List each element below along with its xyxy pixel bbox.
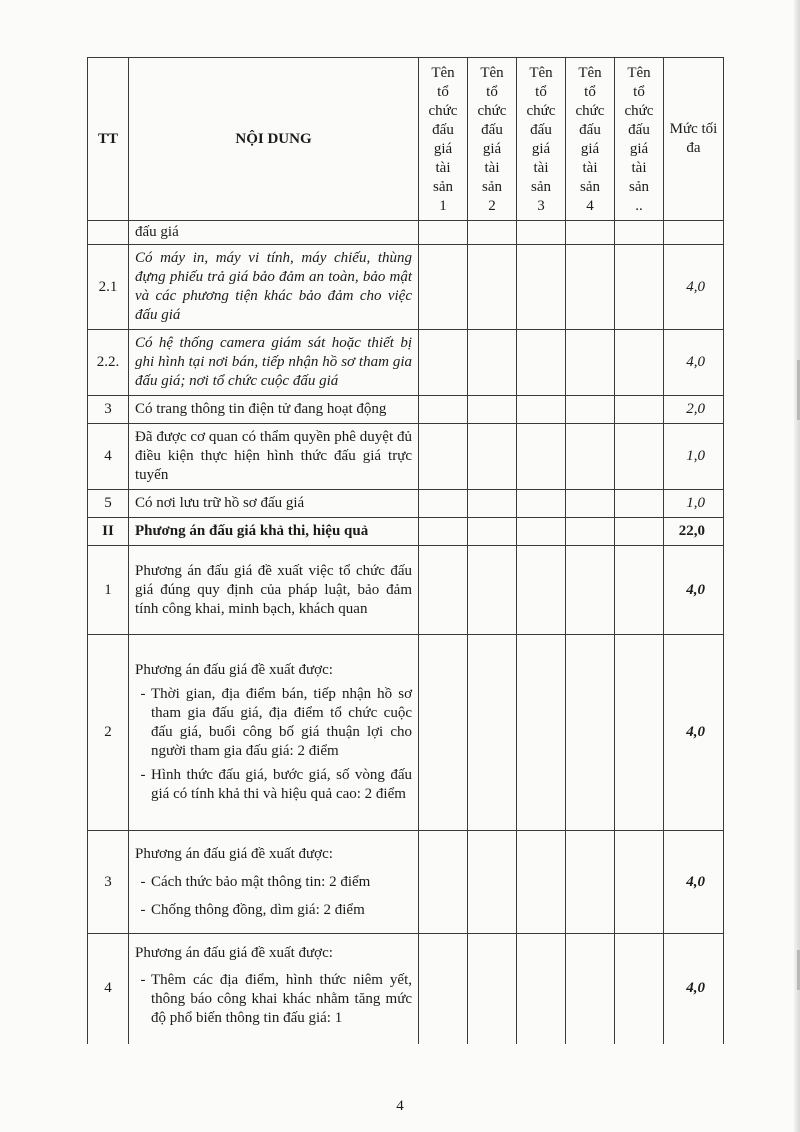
row-intro: Phương án đấu giá đề xuất được: <box>135 662 333 678</box>
row-max: 4,0 <box>664 245 724 330</box>
table-header-row <box>88 58 724 221</box>
row-tt: 1 <box>88 546 129 635</box>
row-tt: 5 <box>88 490 129 518</box>
row-max <box>664 221 724 245</box>
section-row <box>88 518 724 546</box>
row-max: 1,0 <box>664 490 724 518</box>
header-content: NỘI DUNG <box>129 58 419 221</box>
row-content <box>129 934 419 1044</box>
table-row <box>88 490 724 518</box>
header-tt: TT <box>88 58 129 221</box>
row-max: 4,0 <box>664 635 724 831</box>
bullet-item: - Thêm các địa điểm, hình thức niêm yết, thông báo công khai khác nhằm tăng mức độ phổ biến thông tin đấu giá: 1 <box>140 972 412 1026</box>
table-row <box>88 424 724 490</box>
section-content: Phương án đấu giá khả thi, hiệu quả <box>129 518 419 546</box>
row-tt: 4 <box>88 934 129 1044</box>
row-intro: Phương án đấu giá đề xuất được: <box>135 945 333 961</box>
row-content: Phương án đấu giá đề xuất việc tổ chức đấu giá đúng quy định của pháp luật, bảo đảm tính công khai, minh bạch, khách quan <box>129 546 419 635</box>
row-content: Có hệ thống camera giám sát hoặc thiết bị ghi hình tại nơi bán, tiếp nhận hồ sơ tham gia đấu giá; nơi tổ chức cuộc đấu giá <box>129 330 419 396</box>
header-org-3: Tên tổ chức đấu giá tài sản 3 <box>517 58 566 221</box>
row-tt <box>88 221 129 245</box>
bullet-item: - Thời gian, địa điểm bán, tiếp nhận hồ sơ tham gia đấu giá, địa điểm tổ chức cuộc đấu giá, buổi công bố giá thuận lợi cho người tham gia đấu giá: 2 điểm <box>140 686 412 759</box>
table-row <box>88 330 724 396</box>
bullet-item: - Chống thông đồng, dìm giá: 2 điểm <box>140 901 365 918</box>
section-max: 22,0 <box>664 518 724 546</box>
row-tt: 3 <box>88 396 129 424</box>
row-tt: 3 <box>88 831 129 934</box>
row-max: 4,0 <box>664 546 724 635</box>
table-row <box>88 221 724 245</box>
table-row <box>88 396 724 424</box>
row-content <box>129 831 419 934</box>
header-org-4: Tên tổ chức đấu giá tài sản 4 <box>566 58 615 221</box>
row-max: 4,0 <box>664 831 724 934</box>
row-content <box>129 635 419 831</box>
row-intro: Phương án đấu giá đề xuất được: <box>135 845 333 862</box>
row-content: đấu giá <box>129 221 419 245</box>
header-org-5: Tên tổ chức đấu giá tài sản .. <box>615 58 664 221</box>
table-row <box>88 831 724 934</box>
table-row <box>88 245 724 330</box>
row-max: 4,0 <box>664 330 724 396</box>
row-tt: 2.2. <box>88 330 129 396</box>
row-content: Có trang thông tin điện tử đang hoạt động <box>129 396 419 424</box>
header-max: Mức tối đa <box>664 58 724 221</box>
row-content: Đã được cơ quan có thẩm quyền phê duyệt đủ điều kiện thực hiện hình thức đấu giá trực tuyến <box>129 424 419 490</box>
row-max: 4,0 <box>664 934 724 1044</box>
row-tt: 2 <box>88 635 129 831</box>
page-number: 4 <box>396 1098 404 1114</box>
header-org-2: Tên tổ chức đấu giá tài sản 2 <box>468 58 517 221</box>
page-edge <box>794 0 800 1132</box>
table-row <box>88 635 724 831</box>
header-org-1: Tên tổ chức đấu giá tài sản 1 <box>419 58 468 221</box>
row-tt: 2.1 <box>88 245 129 330</box>
row-tt: 4 <box>88 424 129 490</box>
bullet-item: - Hình thức đấu giá, bước giá, số vòng đấu giá có tính khả thi và hiệu quả cao: 2 điểm <box>140 767 412 802</box>
section-tt: II <box>88 518 129 546</box>
bullet-item: - Cách thức bảo mật thông tin: 2 điểm <box>140 873 371 890</box>
row-max: 1,0 <box>664 424 724 490</box>
table-row <box>88 546 724 635</box>
row-max: 2,0 <box>664 396 724 424</box>
table-row <box>88 934 724 1044</box>
row-content: Có máy in, máy vi tính, máy chiếu, thùng đựng phiếu trả giá bảo đảm an toàn, bảo mật và các phương tiện khác bảo đảm cho việc đấu giá <box>129 245 419 330</box>
scoring-table <box>87 57 724 1044</box>
row-content: Có nơi lưu trữ hồ sơ đấu giá <box>129 490 419 518</box>
